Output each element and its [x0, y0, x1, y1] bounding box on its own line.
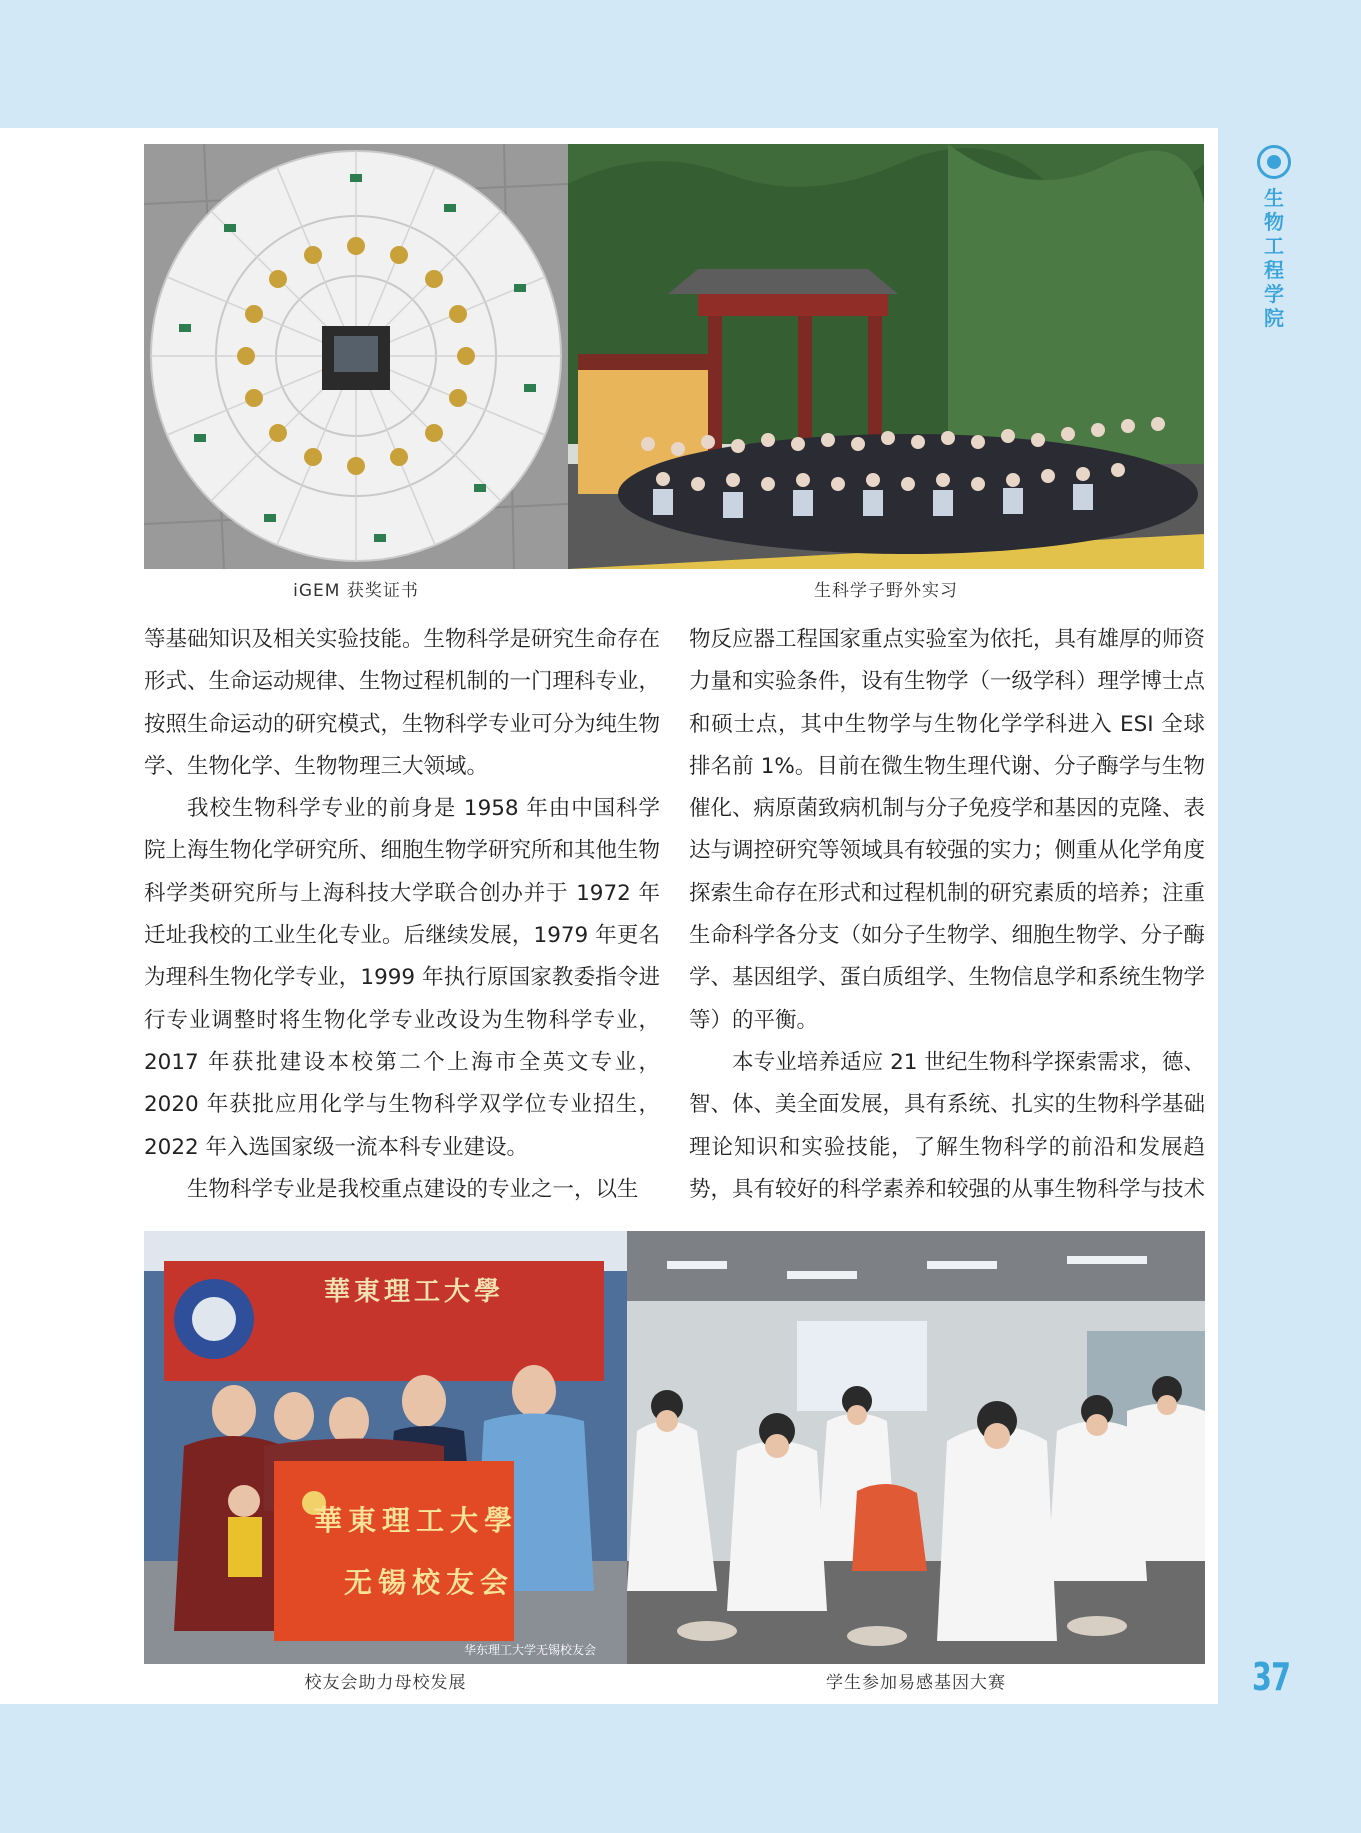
paragraph: 生物科学专业是我校重点建设的专业之一，以生	[187, 1176, 639, 1202]
body-text-left-column	[144, 619, 660, 1211]
page-number: 37	[1252, 1655, 1291, 1699]
school-emblem-icon	[1257, 145, 1291, 179]
department-title: 生物工程学院	[1264, 186, 1284, 330]
field-trip-photo	[568, 144, 1204, 569]
field-trip-group-image	[568, 144, 1204, 569]
body-text-right-column	[689, 619, 1205, 1211]
gene-competition-caption: 学生参加易感基因大赛	[826, 1673, 1006, 1693]
watermark-text: 华东理工大学无锡校友会	[464, 1643, 597, 1657]
flag-text-line1: 華東理工大學	[314, 1504, 519, 1537]
paragraph: 我校生物科学专业的前身是 1958 年由中国科学院上海生物化学研究所、细胞生物学研究所和其他生物科学类研究所与上海科技大学联合创办并于 1972 年迁址我校的工业生化专业。后继续发展，1979 年更名为理科生物化学专业，1999 年执行原国家教委指令进行专业调整时将生物化学专业改设为生物科学专业，2017 年获批建设本校第二个上海市全英文专业，2020 年获批应用化学与生物科学双学位专业招生，2022 年入选国家级一流本科专业建设。	[144, 796, 661, 1160]
paragraph: 本专业培养适应 21 世纪生物科学探索需求，德、智、体、美全面发展，具有系统、扎实的生物科学基础理论知识和实验技能，了解生物科学的前沿和发展趋势，具有较好的科学素养和较强的从事生物科学与技术	[689, 1049, 1206, 1202]
flag-text-line2: 无锡校友会	[344, 1566, 515, 1599]
alumni-association-photo	[144, 1231, 627, 1664]
lab-competition-image	[627, 1231, 1205, 1664]
gene-competition-photo	[627, 1231, 1205, 1664]
paragraph: 等基础知识及相关实验技能。生物科学是研究生命存在形式、生命运动规律、生物过程机制的一门理科专业，按照生命运动的研究模式，生物科学专业可分为纯生物学、生物化学、生物物理三大领域。	[144, 627, 661, 779]
certificate-circle-image	[144, 144, 568, 569]
igem-certificates-photo	[144, 144, 568, 569]
alumni-association-caption: 校友会助力母校发展	[304, 1673, 467, 1693]
igem-certificates-caption: iGEM 获奖证书	[293, 581, 419, 601]
paragraph: 物反应器工程国家重点实验室为依托，具有雄厚的师资力量和实验条件，设有生物学（一级学科）理学博士点和硕士点，其中生物学与生物化学学科进入 ESI 全球排名前 1%。目前在微生物生理代谢、分子酶学与生物催化、病原菌致病机制与分子免疫学和基因的克隆、表达与调控研究等领域具有较强的实力；侧重从化学角度探索生命存在形式和过程机制的研究素质的培养；注重生命科学各分支（如分子生物学、细胞生物学、分子酶学、基因组学、蛋白质组学、生物信息学和系统生物学等）的平衡。	[689, 627, 1206, 1033]
field-trip-caption: 生科学子野外实习	[814, 581, 958, 601]
banner-text: 華東理工大學	[324, 1277, 505, 1307]
